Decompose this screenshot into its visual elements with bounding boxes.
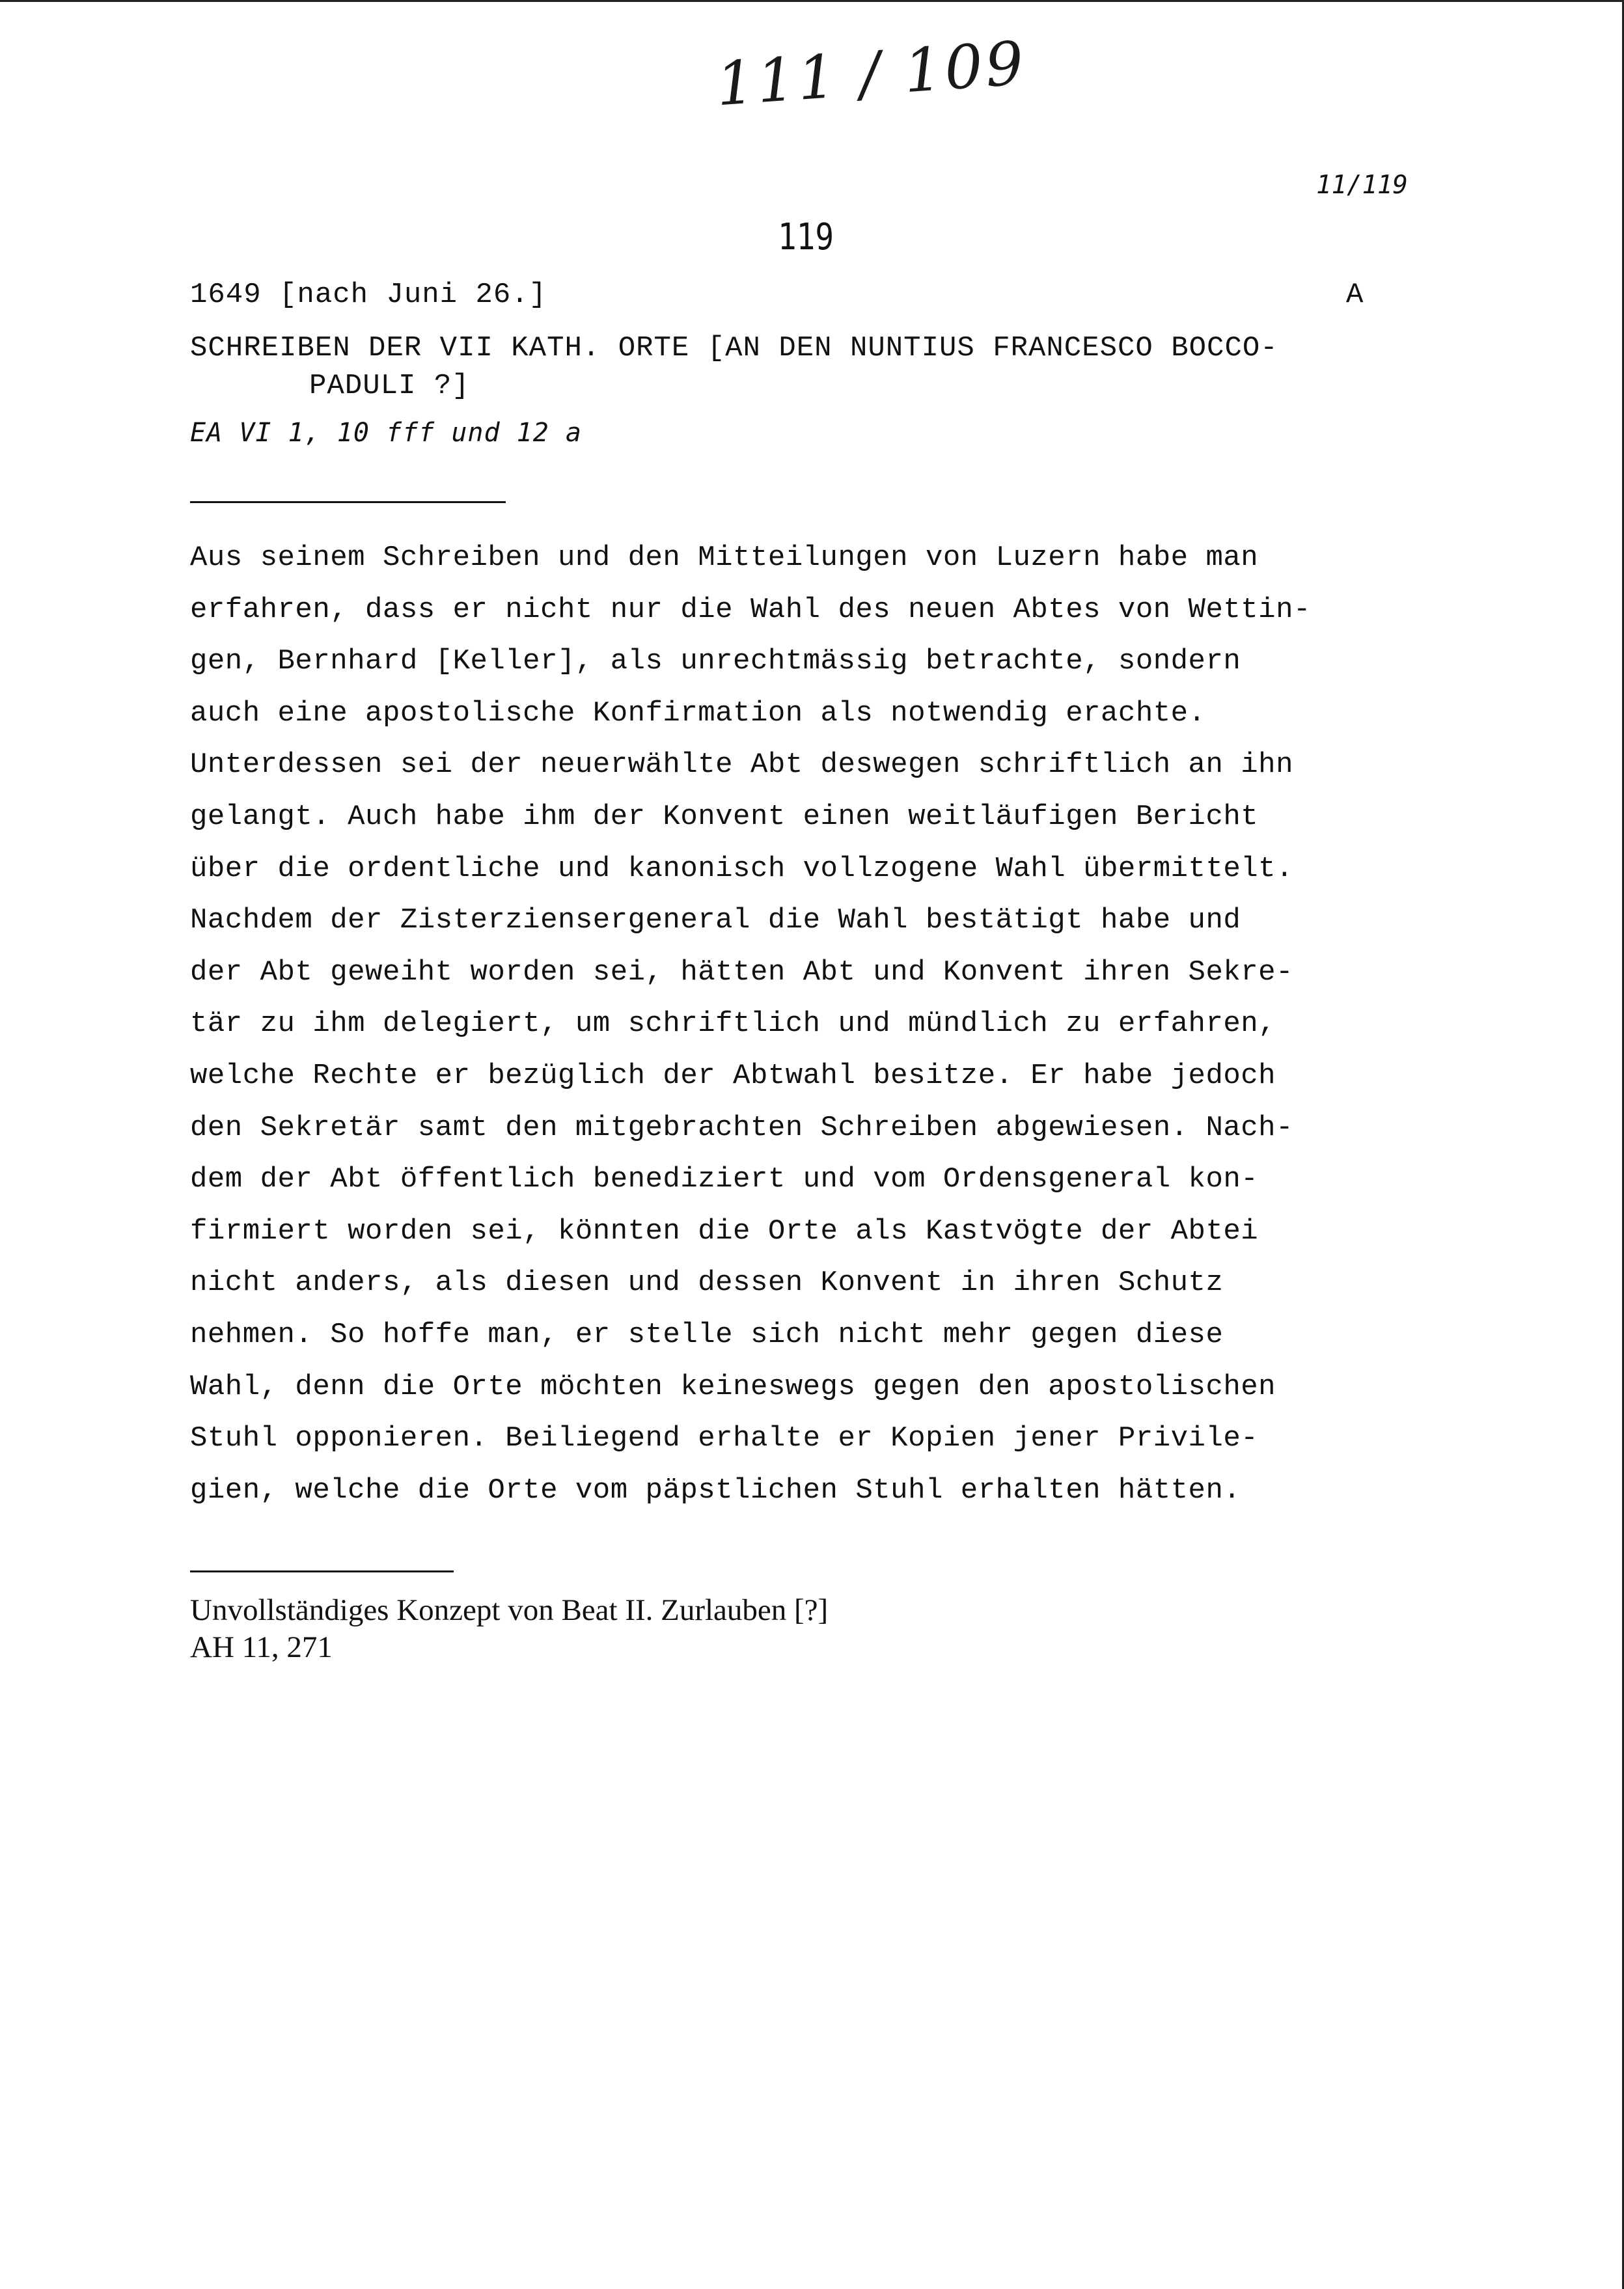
reference-number: 11/119 [1316,171,1408,200]
footnote [190,1592,828,1666]
body-line: über die ordentliche und kanonisch vollzogene Wahl übermittelt. [190,852,1293,885]
footnote-divider [190,1570,454,1572]
footnote-line-2: AH 11, 271 [190,1630,333,1664]
body-line: auch eine apostolische Konfirmation als notwendig erachte. [190,696,1206,730]
body-line: gelangt. Auch habe ihm der Konvent einen weitläufigen Bericht [190,800,1259,833]
body-line: gen, Bernhard [Keller], als unrechtmässig betrachte, sondern [190,645,1241,678]
body-line: den Sekretär samt den mitgebrachten Schreiben abgewiesen. Nach- [190,1111,1293,1144]
body-line: nicht anders, als diesen und dessen Konvent in ihren Schutz [190,1267,1224,1300]
document-title-line-2: PADULI ?] [309,370,470,402]
body-line: Aus seinem Schreiben und den Mitteilungen von Luzern habe man [190,541,1259,574]
body-line: tär zu ihm delegiert, um schriftlich und mündlich zu erfahren, [190,1007,1276,1041]
document-date: 1649 [nach Juni 26.] [190,279,547,311]
body-text [190,532,1492,1516]
body-line: Stuhl opponieren. Beiliegend erhalte er Kopien jener Privile- [190,1422,1259,1455]
header-divider [190,501,506,503]
body-line: welche Rechte er bezüglich der Abtwahl besitze. Er habe jedoch [190,1059,1276,1092]
page-border-top [0,0,1624,2]
body-line: Wahl, denn die Orte möchten keineswegs gegen den apostolischen [190,1370,1276,1403]
footnote-line-1: Unvollständiges Konzept von Beat II. Zurlauben [?] [190,1593,829,1627]
body-line: firmiert worden sei, könnten die Orte als Kastvögte der Abtei [190,1214,1259,1248]
body-line: nehmen. So hoffe man, er stelle sich nicht mehr gegen diese [190,1318,1224,1351]
body-line: gien, welche die Orte vom päpstlichen Stuhl erhalten hätten. [190,1473,1241,1507]
handwritten-note: 111 / 109 [713,28,1028,120]
document-title-line-1: SCHREIBEN DER VII KATH. ORTE [AN DEN NUNTIUS FRANCESCO BOCCO- [190,332,1278,364]
body-line: erfahren, dass er nicht nur die Wahl des neuen Abtes von Wettin- [190,593,1311,626]
source-reference: EA VI 1, 10 fff und 12 a [190,418,582,448]
body-line: der Abt geweiht worden sei, hätten Abt und Konvent ihren Sekre- [190,955,1293,989]
document-number: 119 [778,216,834,258]
document-letter: A [1346,279,1364,311]
body-line: Nachdem der Zisterziensergeneral die Wahl bestätigt habe und [190,904,1241,937]
body-line: dem der Abt öffentlich benediziert und vom Ordensgeneral kon- [190,1163,1259,1196]
body-line: Unterdessen sei der neuerwählte Abt deswegen schriftlich an ihn [190,748,1293,782]
